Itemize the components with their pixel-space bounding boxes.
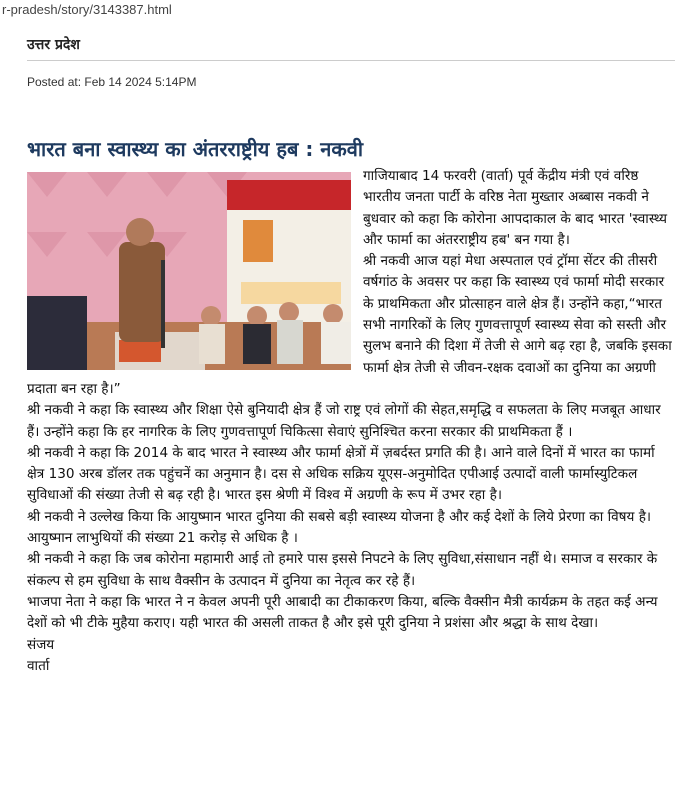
headline: भारत बना स्वास्थ्य का अंतरराष्ट्रीय हब : नकवी	[27, 137, 364, 161]
paragraph: श्री नकवी आज यहां मेधा अस्पताल एवं ट्रॉमा सेंटर की तीसरी वर्षगांठ के अवसर पर कहा कि स्वास्थ्य एवं फार्मा मोदी सरकार के प्राथमिकता और प्रोत्साहन वाले क्षेत्र हैं। उन्होंने कहा,“भारत सभी नागरिकों के लिए गुणवत्तापूर्ण स्वास्थ्य सेवा को सस्ती और सुलभ बनाने की दिशा में तेजी से आगे बढ़ रहा है, जबकि इसका फार्मा क्षेत्र तेजी से जीवन-रक्षक दवाओं का दुनिया का अग्रणी प्रदाता बन रहा है।”	[27, 253, 672, 397]
paragraph: भाजपा नेता ने कहा कि भारत ने न केवल अपनी पूरी आबादी का टीकाकरण किया, बल्कि वैक्सीन मैत्री कार्यक्रम के तहत कई अन्य देशों को भी टीके मुहैया कराए। यही भारत की असली ताकत है और इसे पूरी दुनिया ने प्रशंसा और श्रद्धा के साथ देखा।	[27, 593, 658, 632]
article-body	[27, 166, 675, 677]
address-bar[interactable]: r-pradesh/story/3143387.html	[2, 2, 172, 17]
section-title: उत्तर प्रदेश	[27, 35, 675, 61]
paragraph: गाजियाबाद 14 फरवरी (वार्ता) पूर्व केंद्रीय मंत्री एवं वरिष्ठ भारतीय जनता पार्टी के वरिष्ठ नेता मुख्तार अब्बास नकवी ने बुधवार को कहा कि कोरोना आपदाकाल के बाद भारत 'स्वास्थ्य और फार्मा का अंतरराष्ट्रीय हब' बन गया है।	[363, 168, 667, 248]
paragraph: श्री नकवी ने कहा कि 2014 के बाद भारत ने स्वास्थ्य और फार्मा क्षेत्रों में ज़बर्दस्त प्रगति की है। आने वाले दिनों में भारत का फार्मा क्षेत्र 130 अरब डॉलर तक पहुंचनें का अनुमान है। दस से अधिक सक्रिय यूएस-अनुमोदित एपीआई उत्पादों वाली फार्मास्युटिकल सुविधाओं की संख्या तेजी से बढ़ रही है। भारत इस श्रेणी में विश्व में अग्रणी के रूप में उभर रहा है।	[27, 444, 655, 504]
paragraph: श्री नकवी ने कहा कि जब कोरोना महामारी आई तो हमारे पास इससे निपटने के लिए सुविधा,संसाधान नहीं थे। समाज व सरकार के संकल्प से हम सुविधा के साथ वैक्सीन के उत्पादन में दुनिया का नेतृत्व कर रहे हैं।	[27, 551, 658, 589]
posted-date: Posted at: Feb 14 2024 5:14PM	[27, 75, 197, 89]
paragraph: श्री नकवी ने उल्लेख किया कि आयुष्मान भारत दुनिया की सबसे बड़ी स्वास्थ्य योजना है और कई देशों के लिये प्रेरणा का विषय है। आयुष्मान लाभुथियों की संख्या 21 करोड़ से अधिक है ।	[27, 508, 652, 547]
byline-author: संजय	[27, 636, 55, 653]
byline	[27, 635, 675, 678]
story-page	[0, 35, 698, 162]
byline-agency: वार्ता	[27, 657, 50, 674]
news-photo	[27, 172, 351, 370]
paragraph: श्री नकवी ने कहा कि स्वास्थ्य और शिक्षा ऐसे बुनियादी क्षेत्र हैं जो राष्ट्र एवं लोगों की सेहत,समृद्धि व सफलता के लिए मजबूत आधार हैं। उन्होंने कहा कि हर नागरिक के लिए गुणवत्तापूर्ण चिकित्सा सेवाएं सुनिश्चित करना सरकार की प्राथमिकता हैं ।	[27, 402, 661, 440]
